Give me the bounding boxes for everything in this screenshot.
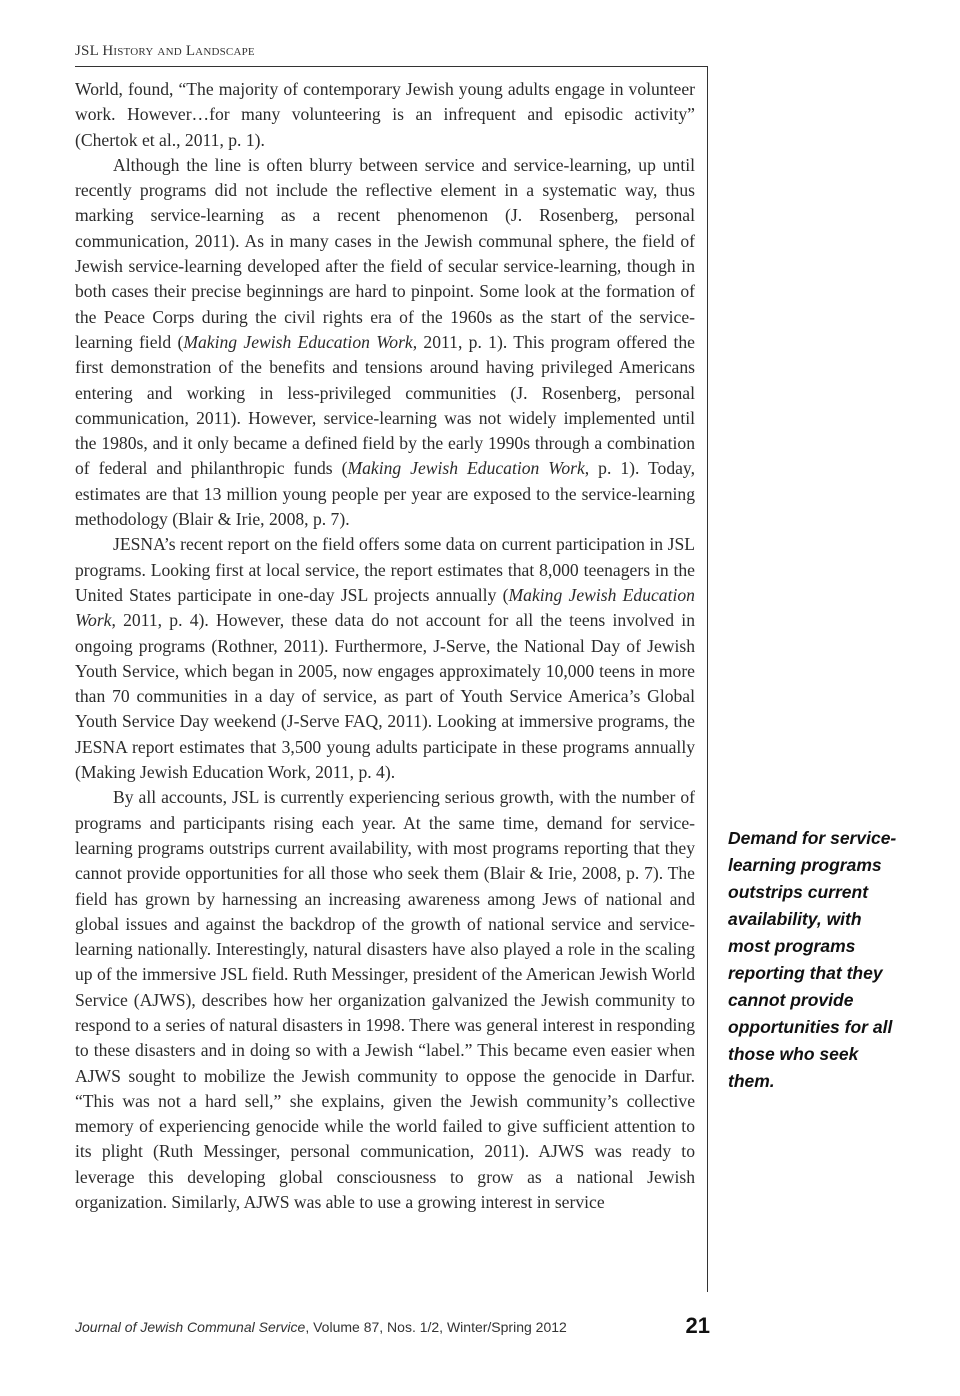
column-rule: [707, 66, 708, 1292]
text-run: Although the line is often blurry between service and service-learning, up until recently programs did not include the reflective element in a systematic way, thus marking service-learning as a recent phenomenon (J. Rosenberg, personal communication, 2011). As in many cases in the Jewish communal sphere, the field of Jewish service-learning developed after the field of secular service-learning, though in both cases their precise beginnings are hard to pinpoint. Some look at the formation of the Peace Corps during the civil rights era of the 1960s as the start of the service-learning field (: [75, 154, 695, 352]
body-text: [75, 77, 695, 1215]
text-run: , 2011, p. 4). However, these data do not account for all the teens involved in ongoing programs (Rothner, 2011). Furthermore, J-Serve, the National Day of Jewish Youth Service, which began in 2005, now engages approximately 10,000 teens in more than 70 communities in a day of service, as part of Youth Service America’s Global Youth Service Day weekend (J-Serve FAQ, 2011). Looking at immersive programs, the JESNA report estimates that 3,500 young adults participate in these programs annually (Making Jewish Education Work, 2011, p. 4).: [75, 610, 695, 783]
text-run: , p. 1). Today, estimates are that 13 million young people per year are exposed to the service-learning methodology (Blair & Irie, 2008, p. 7).: [75, 458, 695, 530]
body-paragraph: [75, 532, 695, 785]
body-paragraph: [75, 153, 695, 532]
text-run: JESNA’s recent report on the field offers some data on current participation in JSL programs. Looking first at local service, the report estimates that 8,000 teenagers in the United States participate in one-day JSL projects annually (: [75, 534, 695, 605]
issue-info: , Volume 87, Nos. 1/2, Winter/Spring 2012: [305, 1319, 567, 1335]
italic-citation: Making Jewish Education Work: [183, 331, 413, 352]
body-paragraph: [75, 77, 695, 153]
pull-quote: Demand for service-learning programs outstrips current availability, with most programs reporting that they cannot provide opportunities for all those who seek them.: [728, 828, 897, 1091]
page-number: 21: [685, 1313, 710, 1338]
italic-citation: Making Jewish Education Work: [75, 584, 695, 631]
body-paragraph: [75, 785, 695, 1215]
text-run: World, found, “The majority of contemporary Jewish young adults engage in volunteer work. However…for many volunteering is an infrequent and episodic activity” (Chertok et al., 2011, p. 1).: [75, 79, 695, 150]
footer-citation: [75, 1319, 567, 1335]
journal-title: Journal of Jewish Communal Service: [75, 1319, 306, 1335]
text-run: By all accounts, JSL is currently experiencing serious growth, with the number of programs and participants rising each year. At the same time, demand for service-learning programs outstrips current availability, with most programs reporting that they cannot provide opportunities for all those who seek them (Blair & Irie, 2008, p. 7). The field has grown by harnessing an increasing awareness among Jews of national and global issues and against the backdrop of the growth of national service and service-learning nationally. Interestingly, natural disasters have also played a role in the scaling up of the immersive JSL field. Ruth Messinger, president of the American Jewish World Service (AJWS), describes how her organization galvanized the Jewish community to respond to a series of natural disasters in 1998. There was general interest in responding to these disasters and in doing so with a Jewish “label.” This became even easier when AJWS sought to mobilize the Jewish community to oppose the genocide in Darfur. “This was not a hard sell,” she explains, given the Jewish community’s collective memory of experiencing genocide while the world failed to give sufficient attention to its plight (Ruth Messinger, personal communication, 2011). AJWS was ready to leverage this developing global consciousness to grow as a national Jewish organization. Similarly, AJWS was able to use a growing interest in service: [75, 787, 695, 1213]
italic-citation: Making Jewish Education Work: [347, 458, 585, 479]
page-footer: [75, 1313, 710, 1341]
text-run: , 2011, p. 1). This program offered the first demonstration of the benefits and tensions around having privileged Americans entering and working in less-privileged communities (J. Rosenberg, personal communication, 2011). However, service-learning was not widely implemented until the 1980s, and it only became a defined field by the early 1990s through a combination of federal and philanthropic funds (: [75, 331, 695, 479]
header-rule: [75, 66, 708, 67]
running-head: JSL History and Landscape: [75, 43, 255, 59]
